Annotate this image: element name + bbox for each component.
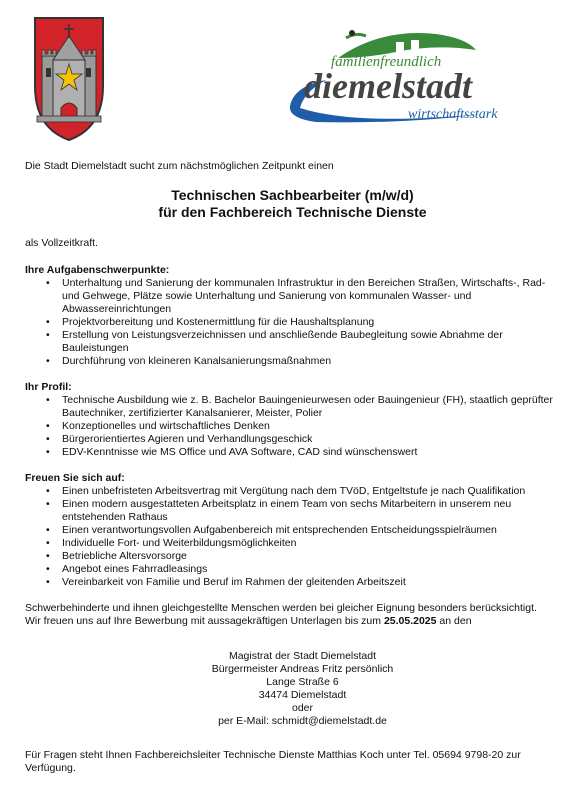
email-line: per E-Mail: schmidt@diemelstadt.de xyxy=(218,715,387,727)
application-deadline-text: Wir freuen uns auf Ihre Bewerbung mit aussagekräftigen Unterlagen bis zum 25.05.2025 an den xyxy=(25,615,472,627)
bullet-icon: • xyxy=(46,394,50,406)
coat-of-arms-icon xyxy=(33,16,105,142)
job-title-line-1: Technischen Sachbearbeiter (m/w/d) xyxy=(171,187,414,203)
application-address xyxy=(25,650,560,728)
list-item: • Bürgerorientiertes Agieren und Verhandlungsgeschick xyxy=(46,433,313,445)
bullet-icon: • xyxy=(46,329,50,341)
application-info xyxy=(25,602,560,628)
list-item: • Konzeptionelles und wirtschaftliches Denken xyxy=(46,420,270,432)
section-heading: Ihr Profil: xyxy=(25,381,72,393)
list-item: • Erstellung von Leistungsverzeichnissen und anschließende Baubegleitung sowie Abnahme der Bauleistungen xyxy=(46,329,503,354)
list-item: • Einen modern ausgestatteten Arbeitsplatz in einem Team von sechs Mitarbeitern in unserem neu entstehenden Rathaus xyxy=(46,498,512,523)
posting-content xyxy=(25,160,560,775)
equality-note: Schwerbehinderte und ihnen gleichgestellte Menschen werden bei gleicher Eignung besonders berücksichtigt. xyxy=(25,602,537,614)
job-title-line-2: für den Fachbereich Technische Dienste xyxy=(158,204,427,220)
logo-tagline-bottom: wirtschaftsstark xyxy=(408,107,498,122)
job-title xyxy=(25,187,560,221)
list-item: • Individuelle Fort- und Weiterbildungsmöglichkeiten xyxy=(46,537,297,549)
address-line: Lange Straße 6 xyxy=(266,676,339,688)
address-line: oder xyxy=(291,702,313,714)
bullet-icon: • xyxy=(46,277,50,289)
list-item: • Technische Ausbildung wie z. B. Bachelor Bauingenieurwesen oder Bauingenieur (FH), staatlich geprüfter Bautechniker, zertifizierter Kanalsanierer, Meister, Polier xyxy=(46,394,553,419)
section-benefits xyxy=(25,472,560,589)
list-item: • Projektvorbereitung und Kostenermittlung für die Haushaltsplanung xyxy=(46,316,375,328)
list-item: • Unterhaltung und Sanierung der kommunalen Infrastruktur in den Bereichen Straßen, Wirtschafts-, Rad- und Gehwege, Plätze sowie Unterhaltung und Sanierung von kommunalen Wasser- und Abwassereinrichtungen xyxy=(46,277,546,315)
employment-type: als Vollzeitkraft. xyxy=(25,237,98,249)
bullet-icon: • xyxy=(46,537,50,549)
diemelstadt-logo xyxy=(286,28,536,124)
bullet-icon: • xyxy=(46,433,50,445)
bullet-icon: • xyxy=(46,576,50,588)
address-line: 34474 Diemelstadt xyxy=(258,689,347,701)
bullet-icon: • xyxy=(46,420,50,432)
section-heading: Ihre Aufgabenschwerpunkte: xyxy=(25,264,170,276)
bullet-icon: • xyxy=(46,498,50,510)
intro-text: Die Stadt Diemelstadt sucht zum nächstmöglichen Zeitpunkt einen xyxy=(25,160,334,172)
bullet-icon: • xyxy=(46,446,50,458)
list-item: • Vereinbarkeit von Familie und Beruf im Rahmen der gleitenden Arbeitszeit xyxy=(46,576,406,588)
bullet-icon: • xyxy=(46,550,50,562)
bullet-icon: • xyxy=(46,524,50,536)
list-item: • Einen unbefristeten Arbeitsvertrag mit Vergütung nach dem TVöD, Entgeltstufe je nach Qualifikation xyxy=(46,485,526,497)
list-item: • Angebot eines Fahrradleasings xyxy=(46,563,208,575)
list-item: • Einen verantwortungsvollen Aufgabenbereich mit entsprechenden Entscheidungsspielräumen xyxy=(46,524,497,536)
section-profile xyxy=(25,381,560,459)
address-line: Bürgermeister Andreas Fritz persönlich xyxy=(211,663,394,675)
list-item: • Betriebliche Altersvorsorge xyxy=(46,550,187,562)
section-heading: Freuen Sie sich auf: xyxy=(25,472,125,484)
bullet-icon: • xyxy=(46,485,50,497)
section-tasks xyxy=(25,264,560,368)
contact-info: Für Fragen steht Ihnen Fachbereichsleiter Technische Dienste Matthias Koch unter Tel. 05694 9798-20 zur Verfügung. xyxy=(25,749,521,774)
logo-wordmark: diemelstadt xyxy=(304,66,472,106)
list-item: • EDV-Kenntnisse wie MS Office und AVA Software, CAD sind wünschenswert xyxy=(46,446,418,458)
list-item: • Durchführung von kleineren Kanalsanierungsmaßnahmen xyxy=(46,355,332,367)
application-deadline: 25.05.2025 xyxy=(383,615,437,627)
logo-tagline-top: familienfreundlich xyxy=(331,54,442,70)
bullet-icon: • xyxy=(46,563,50,575)
bullet-icon: • xyxy=(46,355,50,367)
bullet-icon: • xyxy=(46,316,50,328)
address-line: Magistrat der Stadt Diemelstadt xyxy=(228,650,377,662)
